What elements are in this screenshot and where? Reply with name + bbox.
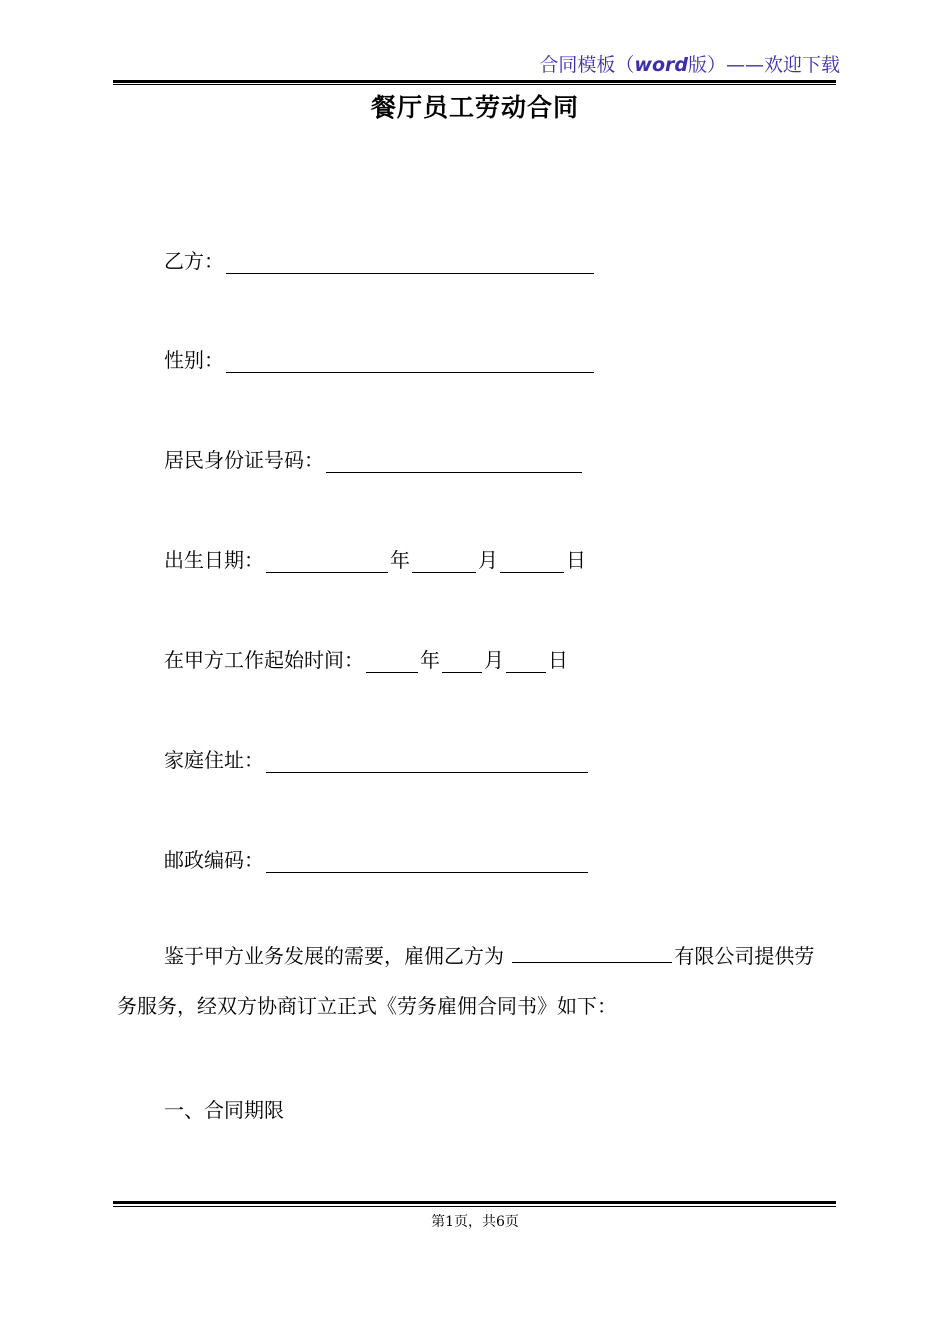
party-b-field bbox=[164, 244, 596, 274]
address-blank bbox=[266, 750, 588, 773]
birth-date-label: 出生日期： bbox=[164, 548, 264, 572]
birth-month-unit: 月 bbox=[478, 548, 498, 572]
intro-part2: 有限公司提供劳务服务，经双方协商订立正式《劳务雇佣合同书》如下： bbox=[117, 944, 815, 1018]
id-number-blank bbox=[326, 450, 582, 473]
start-month-unit: 月 bbox=[484, 648, 504, 672]
start-year-blank bbox=[366, 650, 418, 673]
footer-rule-thin bbox=[113, 1206, 836, 1207]
intro-part1: 鉴于甲方业务发展的需要，雇佣乙方为 bbox=[164, 944, 504, 968]
gender-label: 性别： bbox=[164, 348, 224, 372]
id-number-field bbox=[164, 443, 584, 473]
postal-code-field bbox=[164, 843, 590, 873]
header-rule-thin bbox=[113, 84, 836, 85]
postal-code-label: 邮政编码： bbox=[164, 848, 264, 872]
birth-month-blank bbox=[412, 550, 476, 573]
section-1-heading: 一、合同期限 bbox=[164, 1098, 284, 1122]
page-number: 第1页，共6页 bbox=[431, 1214, 519, 1230]
company-name-blank bbox=[512, 946, 672, 963]
address-label: 家庭住址： bbox=[164, 748, 264, 772]
intro-paragraph bbox=[117, 931, 833, 1031]
document-title: 餐厅员工劳动合同 bbox=[370, 93, 579, 122]
party-b-blank bbox=[226, 251, 594, 274]
birth-date-field bbox=[164, 543, 586, 573]
start-month-blank bbox=[442, 650, 482, 673]
gender-field bbox=[164, 343, 596, 373]
birth-day-unit: 日 bbox=[566, 548, 586, 572]
start-date-field bbox=[164, 643, 568, 673]
postal-code-blank bbox=[266, 850, 588, 873]
party-b-label: 乙方： bbox=[164, 249, 224, 273]
id-number-label: 居民身份证号码： bbox=[164, 448, 324, 472]
birth-year-blank bbox=[266, 550, 388, 573]
header-prefix: 合同模板（ bbox=[539, 54, 635, 76]
page-header bbox=[539, 50, 840, 77]
start-year-unit: 年 bbox=[420, 648, 440, 672]
start-day-blank bbox=[506, 650, 546, 673]
footer-rule-thick bbox=[113, 1201, 836, 1204]
birth-day-blank bbox=[500, 550, 564, 573]
gender-blank bbox=[226, 350, 594, 373]
header-word: word bbox=[634, 54, 688, 76]
birth-year-unit: 年 bbox=[390, 548, 410, 572]
start-date-label: 在甲方工作起始时间： bbox=[164, 648, 364, 672]
header-suffix: 版）——欢迎下载 bbox=[687, 54, 840, 76]
start-day-unit: 日 bbox=[548, 648, 568, 672]
address-field bbox=[164, 743, 590, 773]
header-rule-thick bbox=[113, 80, 836, 83]
